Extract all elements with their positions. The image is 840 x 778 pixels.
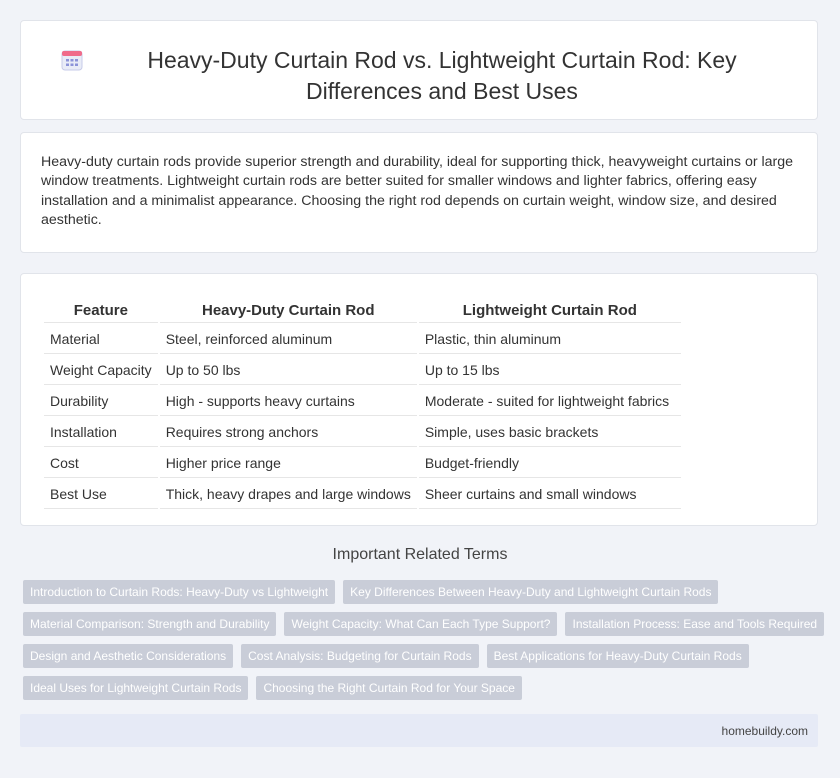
- related-term-link[interactable]: Weight Capacity: What Can Each Type Support?: [284, 612, 557, 636]
- footer: [20, 714, 818, 747]
- comparison-table: [42, 294, 683, 511]
- table-row: [44, 387, 681, 416]
- related-term-link[interactable]: Choosing the Right Curtain Rod for Your Space: [256, 676, 522, 700]
- cell-heavy-duty: Requires strong anchors: [160, 418, 417, 447]
- cell-feature: Installation: [44, 418, 158, 447]
- intro-card: [20, 132, 818, 253]
- page-title: Heavy-Duty Curtain Rod vs. Lightweight Curtain Rod: Key Differences and Best Uses: [147, 47, 737, 104]
- related-term-link[interactable]: Installation Process: Ease and Tools Required: [565, 612, 824, 636]
- cell-lightweight: Sheer curtains and small windows: [419, 480, 681, 509]
- cell-feature: Durability: [44, 387, 158, 416]
- cell-heavy-duty: Up to 50 lbs: [160, 356, 417, 385]
- cell-lightweight: Moderate - suited for lightweight fabrics: [419, 387, 681, 416]
- related-term-link[interactable]: Ideal Uses for Lightweight Curtain Rods: [23, 676, 248, 700]
- intro-paragraph: Heavy-duty curtain rods provide superior strength and durability, ideal for supporting thick, heavyweight curtains or large window treatments. Lightweight curtain rods are better suited for smaller windows and lighter fabrics, offering easy installation and a minimalist appearance. Choosing the right rod depends on curtain weight, window size, and desired aesthetic.: [41, 154, 794, 228]
- table-header-row: [44, 296, 681, 323]
- cell-lightweight: Up to 15 lbs: [419, 356, 681, 385]
- related-term-link[interactable]: Best Applications for Heavy-Duty Curtain Rods: [487, 644, 749, 668]
- related-terms-list: [23, 580, 823, 708]
- cell-heavy-duty: Thick, heavy drapes and large windows: [160, 480, 417, 509]
- table-row: [44, 480, 681, 509]
- related-term-link[interactable]: Design and Aesthetic Considerations: [23, 644, 233, 668]
- cell-heavy-duty: High - supports heavy curtains: [160, 387, 417, 416]
- header-heavy-duty: Heavy-Duty Curtain Rod: [160, 296, 417, 323]
- cell-feature: Weight Capacity: [44, 356, 158, 385]
- cell-feature: Cost: [44, 449, 158, 478]
- cell-heavy-duty: Higher price range: [160, 449, 417, 478]
- site-name[interactable]: homebuildy.com: [721, 724, 808, 738]
- header-lightweight: Lightweight Curtain Rod: [419, 296, 681, 323]
- cell-feature: Best Use: [44, 480, 158, 509]
- cell-feature: Material: [44, 325, 158, 354]
- cell-heavy-duty: Steel, reinforced aluminum: [160, 325, 417, 354]
- related-term-link[interactable]: Introduction to Curtain Rods: Heavy-Duty vs Lightweight: [23, 580, 335, 604]
- related-term-link[interactable]: Material Comparison: Strength and Durability: [23, 612, 276, 636]
- table-row: [44, 325, 681, 354]
- cell-lightweight: Simple, uses basic brackets: [419, 418, 681, 447]
- related-term-link[interactable]: Key Differences Between Heavy-Duty and Lightweight Curtain Rods: [343, 580, 718, 604]
- title-card: [20, 20, 818, 120]
- related-terms-heading: Important Related Terms: [332, 546, 508, 563]
- related-term-link[interactable]: Cost Analysis: Budgeting for Curtain Rods: [241, 644, 478, 668]
- comparison-card: [20, 273, 818, 526]
- cell-lightweight: Plastic, thin aluminum: [419, 325, 681, 354]
- table-row: [44, 418, 681, 447]
- cell-lightweight: Budget-friendly: [419, 449, 681, 478]
- calendar-icon: [61, 49, 83, 71]
- table-row: [44, 356, 681, 385]
- header-feature: Feature: [44, 296, 158, 323]
- table-row: [44, 449, 681, 478]
